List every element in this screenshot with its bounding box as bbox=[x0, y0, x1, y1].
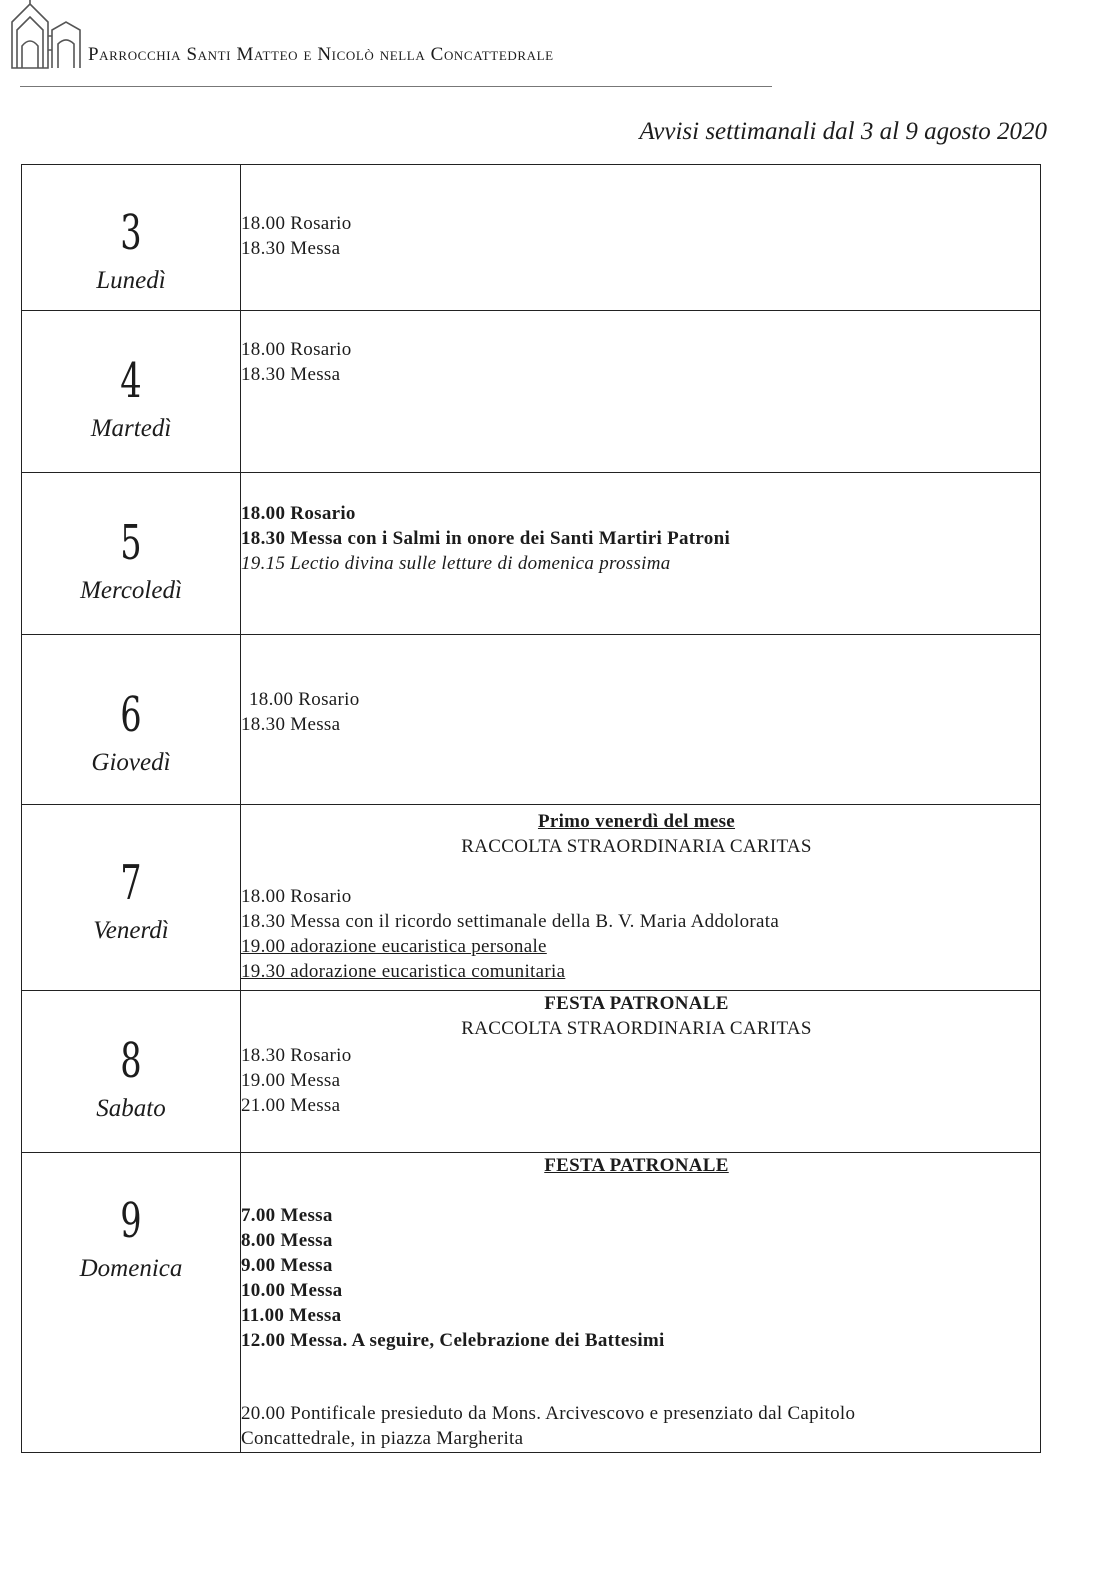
event-line: 12.00 Messa. A seguire, Celebrazione dei Battesimi bbox=[241, 1330, 665, 1351]
day-row-9 bbox=[22, 1153, 1041, 1453]
day-row-7 bbox=[22, 805, 1041, 991]
event-line: 19.00 Messa bbox=[241, 1070, 341, 1091]
day-name: Domenica bbox=[79, 1255, 183, 1282]
day-row-8 bbox=[22, 991, 1041, 1153]
events-cell bbox=[241, 805, 1041, 991]
event-line: 20.00 Pontificale presieduto da Mons. Arcivescovo e presenziato dal Capitolo bbox=[241, 1403, 856, 1424]
day-number: 3 bbox=[120, 205, 142, 261]
section-heading: RACCOLTA STRAORDINARIA CARITAS bbox=[461, 1018, 812, 1039]
day-number: 4 bbox=[120, 353, 142, 409]
event-line: 8.00 Messa bbox=[241, 1230, 333, 1251]
day-name: Giovedì bbox=[91, 749, 171, 776]
spacer bbox=[241, 859, 1040, 884]
spacer bbox=[241, 1353, 1040, 1401]
event-line: 18.00 Rosario bbox=[241, 503, 356, 524]
day-row-4 bbox=[22, 311, 1041, 473]
section-heading: RACCOLTA STRAORDINARIA CARITAS bbox=[461, 836, 812, 857]
event-line: 18.00 Rosario bbox=[241, 886, 352, 907]
parish-name: Parrocchia Santi Matteo e Nicolò nella Concattedrale bbox=[88, 44, 554, 65]
day-cell bbox=[22, 311, 241, 473]
events-cell bbox=[241, 635, 1041, 805]
day-number: 9 bbox=[120, 1193, 142, 1249]
event-line: 19.30 adorazione eucaristica comunitaria bbox=[241, 961, 566, 982]
event-line: 21.00 Messa bbox=[241, 1095, 341, 1116]
day-cell bbox=[22, 635, 241, 805]
event-line: 19.00 adorazione eucaristica personale bbox=[241, 936, 547, 957]
day-cell bbox=[22, 165, 241, 311]
weekly-schedule-table bbox=[21, 164, 1041, 1453]
event-line: 18.30 Messa bbox=[241, 238, 341, 259]
event-line: 18.30 Messa con i Salmi in onore dei Santi Martiri Patroni bbox=[241, 528, 731, 549]
event-line: 18.00 Rosario bbox=[241, 213, 352, 234]
day-name: Venerdì bbox=[93, 917, 169, 944]
events-cell bbox=[241, 165, 1041, 311]
day-row-5 bbox=[22, 473, 1041, 635]
day-row-6 bbox=[22, 635, 1041, 805]
events-cell bbox=[241, 1153, 1041, 1453]
section-heading: Primo venerdì del mese bbox=[537, 811, 736, 832]
event-line: 19.15 Lectio divina sulle letture di domenica prossima bbox=[241, 553, 671, 574]
event-line: 9.00 Messa bbox=[241, 1255, 333, 1276]
page-title: Avvisi settimanali dal 3 al 9 agosto 2020 bbox=[639, 118, 1047, 145]
day-number: 5 bbox=[120, 515, 142, 571]
events-cell bbox=[241, 991, 1041, 1153]
spacer bbox=[241, 1178, 1040, 1203]
day-cell bbox=[22, 991, 241, 1153]
event-line: 18.30 Messa bbox=[241, 364, 341, 385]
day-name: Sabato bbox=[96, 1095, 166, 1122]
event-line: 10.00 Messa bbox=[241, 1280, 343, 1301]
day-number: 6 bbox=[120, 687, 142, 743]
day-name: Lunedì bbox=[96, 267, 166, 294]
day-name: Martedì bbox=[90, 415, 172, 442]
day-cell bbox=[22, 473, 241, 635]
event-line: 18.30 Rosario bbox=[241, 1045, 352, 1066]
event-line: Concattedrale, in piazza Margherita bbox=[241, 1428, 524, 1449]
day-cell bbox=[22, 805, 241, 991]
section-heading: FESTA PATRONALE bbox=[544, 993, 729, 1014]
day-row-3 bbox=[22, 165, 1041, 311]
day-number: 8 bbox=[120, 1033, 142, 1089]
day-number: 7 bbox=[120, 855, 142, 911]
day-cell bbox=[22, 1153, 241, 1453]
events-cell bbox=[241, 311, 1041, 473]
event-line: 18.30 Messa bbox=[241, 714, 341, 735]
event-line: 11.00 Messa bbox=[241, 1305, 342, 1326]
event-line: 18.00 Rosario bbox=[249, 689, 360, 710]
day-name: Mercoledì bbox=[80, 577, 182, 604]
event-line: 18.00 Rosario bbox=[241, 339, 352, 360]
header-divider bbox=[20, 86, 772, 87]
section-heading: FESTA PATRONALE bbox=[544, 1155, 729, 1176]
event-line: 18.30 Messa con il ricordo settimanale della B. V. Maria Addolorata bbox=[241, 911, 780, 932]
church-logo bbox=[8, 0, 82, 70]
events-cell bbox=[241, 473, 1041, 635]
event-line: 7.00 Messa bbox=[241, 1205, 333, 1226]
